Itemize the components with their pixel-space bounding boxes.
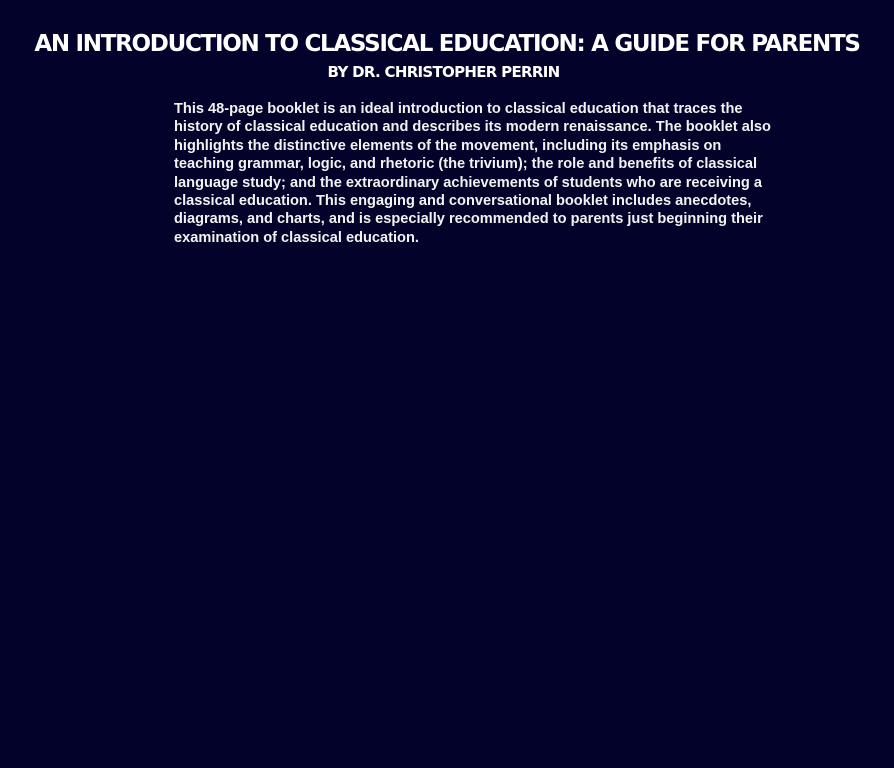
book-description: This 48-page booklet is an ideal introduction to classical education that traces the history of classical education and describes its modern renaissance. The booklet also highlights the distinctive elements of the movement, including its emphasis on teaching grammar, logic, and rhetoric (the trivium); the role and benefits of classical language study; and the extraordinary achievements of students who are receiving a classical education. This engaging and conversational booklet includes anecdotes, diagrams, and charts, and is especially recommended to parents just beginning their examination of classical education. bbox=[174, 101, 771, 246]
author-byline: BY DR. CHRISTOPHER PERRIN bbox=[327, 63, 560, 81]
page-title: AN INTRODUCTION TO CLASSICAL EDUCATION: A GUIDE FOR PARENTS bbox=[34, 31, 860, 57]
